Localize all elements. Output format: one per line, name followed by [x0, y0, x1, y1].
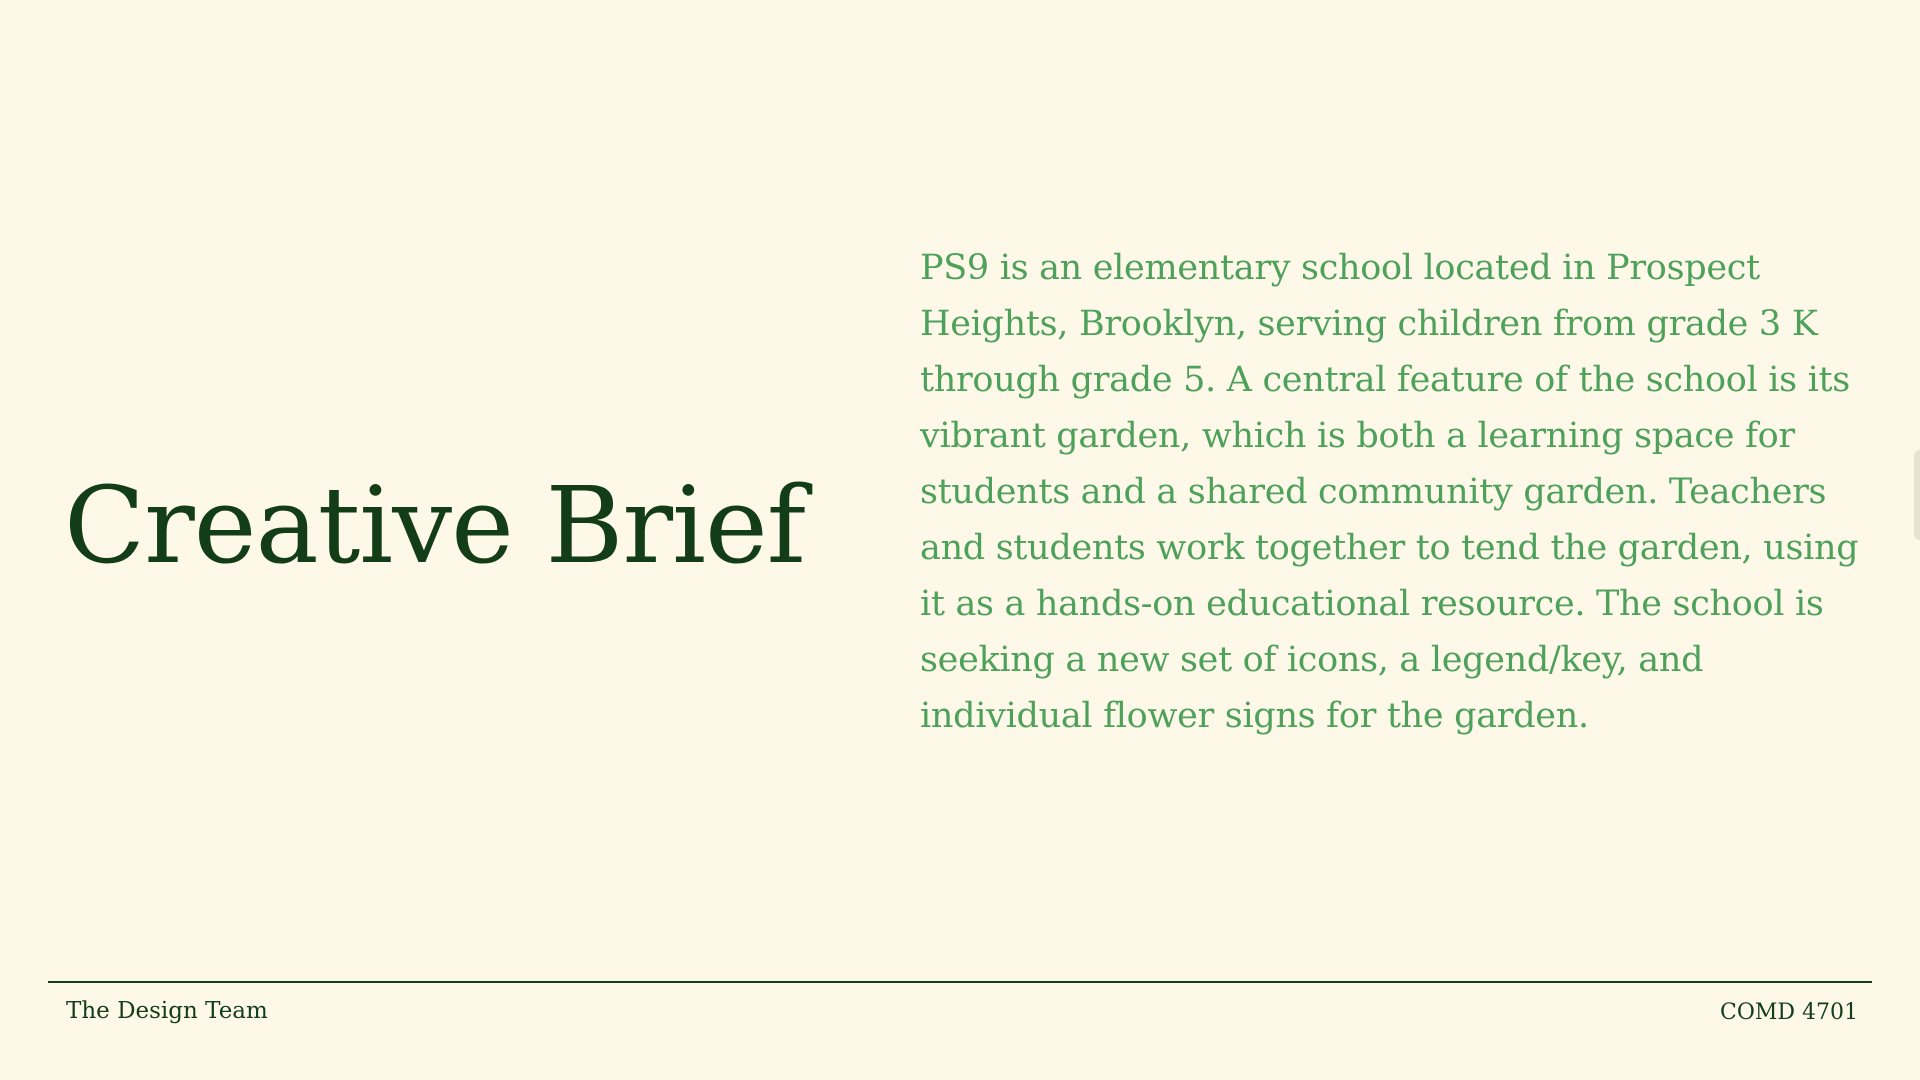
slide-body-text: PS9 is an elementary school located in Prospect Heights, Brooklyn, serving children from grade 3 K through grade 5. A central feature of the school is its vibrant garden, which is both a learning space for students and a shared community garden. Teachers and students work together to tend the garden, using it as a hands-on educational resource. The school is seeking a new set of icons, a legend/key, and individual flower signs for the garden. — [920, 248, 1859, 736]
slide-title: Creative Brief — [64, 464, 805, 587]
footer-team-label: The Design Team — [66, 998, 268, 1024]
edge-scroll-handle[interactable] — [1914, 450, 1920, 540]
footer-divider — [48, 981, 1872, 983]
footer-course-label: COMD 4701 — [1719, 1000, 1858, 1025]
